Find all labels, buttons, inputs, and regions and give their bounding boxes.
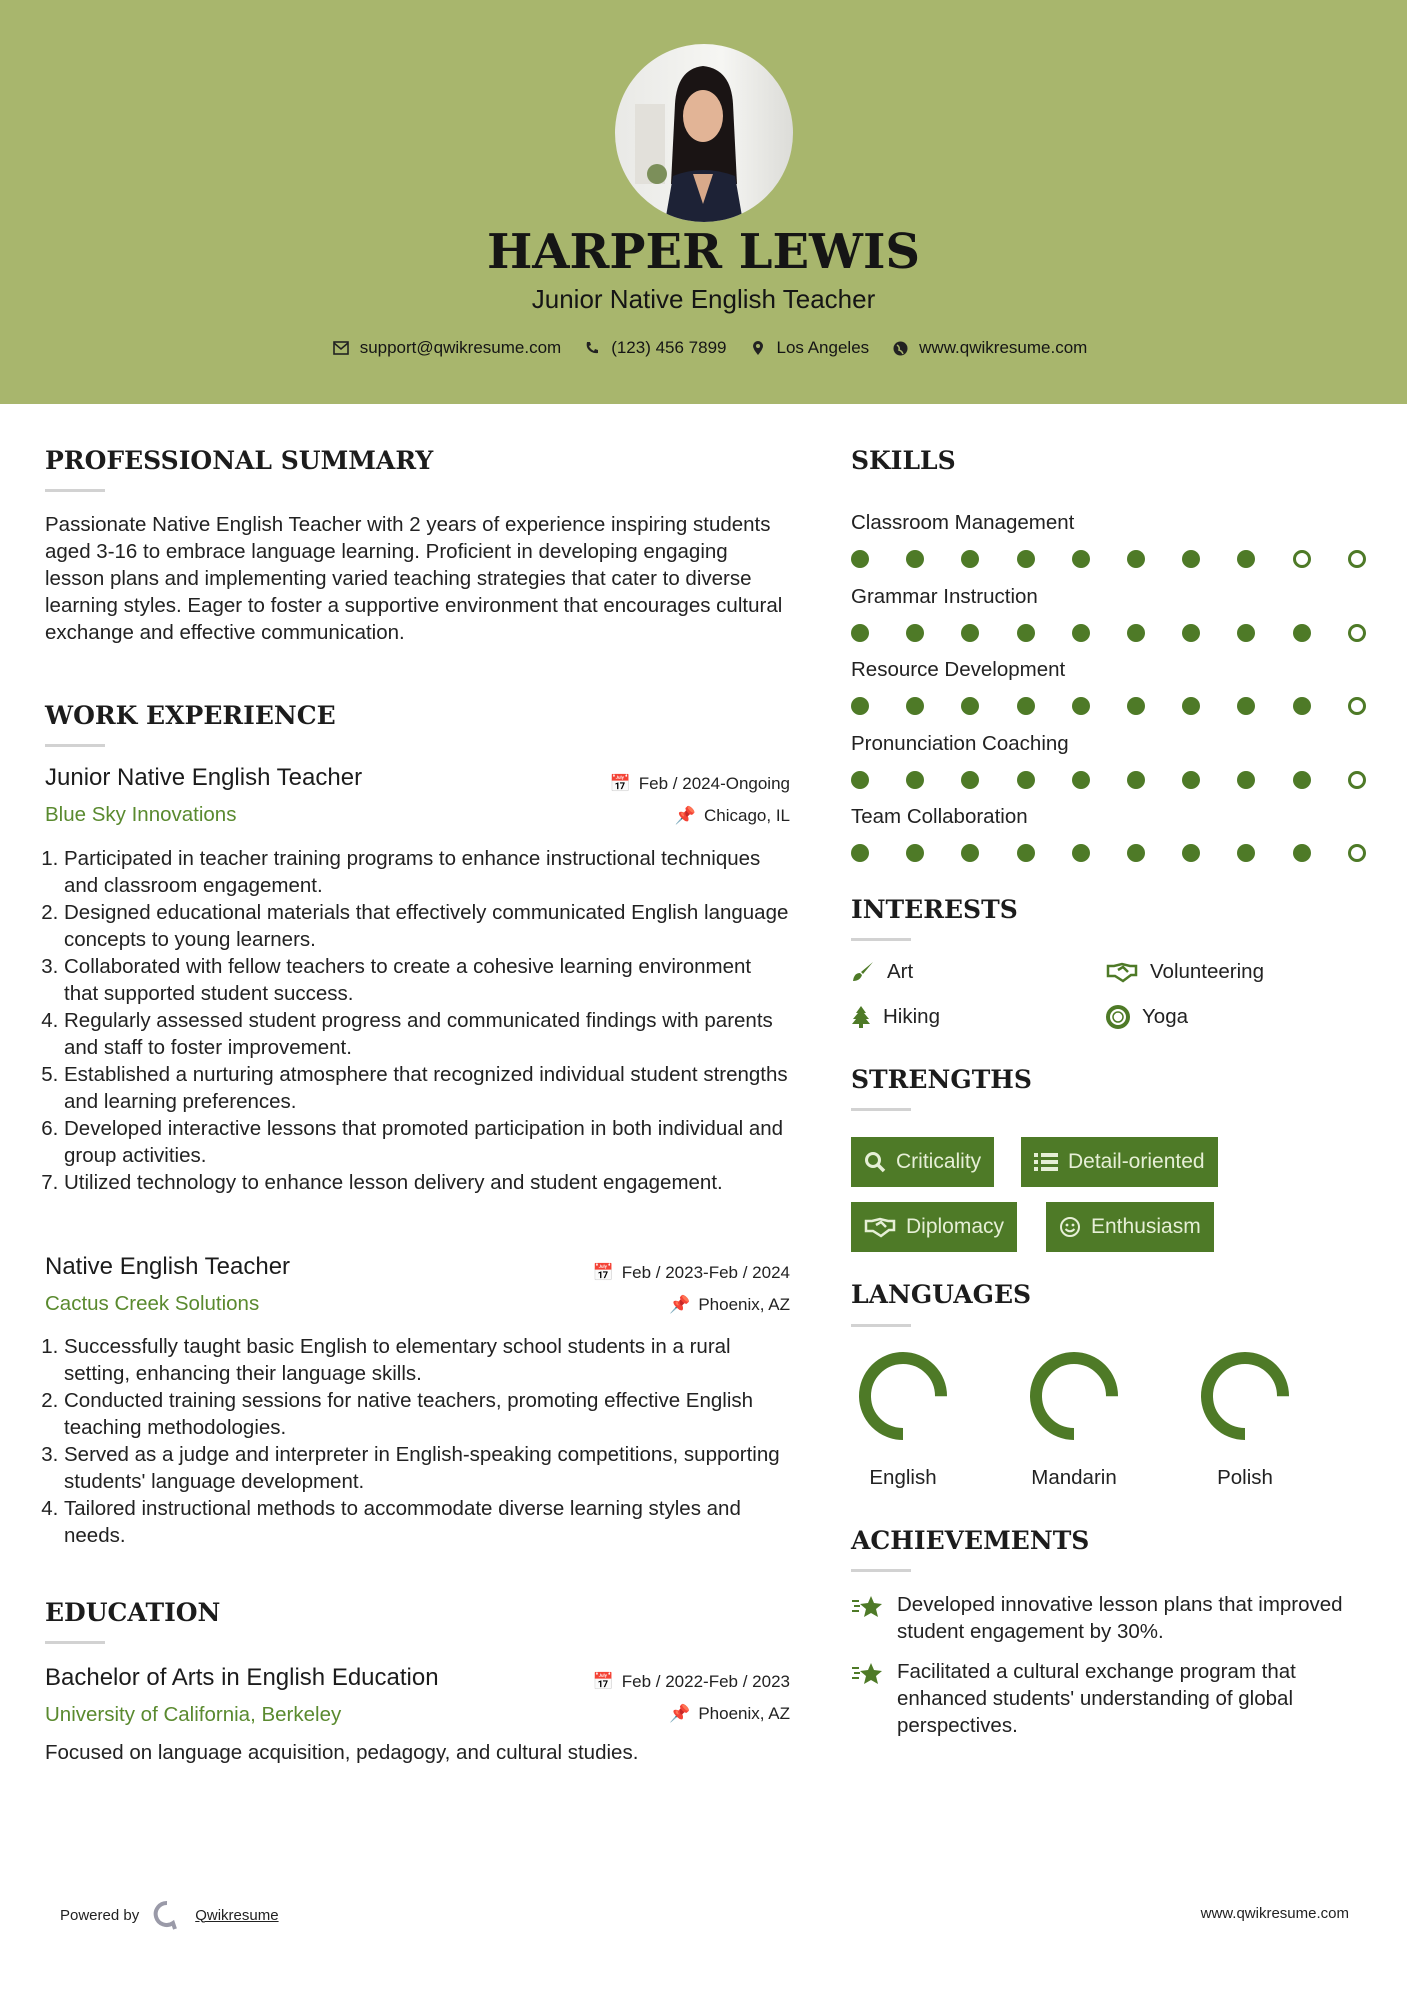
rating-dot-filled: [1293, 771, 1311, 789]
rating-dot-filled: [961, 624, 979, 642]
section-divider: [851, 1324, 911, 1327]
smile-icon: [1059, 1216, 1081, 1238]
skill-rating: [851, 550, 1371, 568]
job-company: Cactus Creek Solutions: [45, 1292, 260, 1315]
skill-name: Grammar Instruction: [851, 584, 1038, 608]
rating-dot-filled: [1293, 624, 1311, 642]
job-bullets: [45, 1333, 790, 1549]
rating-dot-filled: [906, 550, 924, 568]
rating-dot-empty: [1348, 771, 1366, 789]
pushpin-icon: 📌: [669, 1704, 691, 1723]
rating-dot-filled: [1072, 771, 1090, 789]
section-divider: [45, 489, 105, 492]
strength-label: Enthusiasm: [1091, 1215, 1201, 1238]
strength-chip: [851, 1202, 1017, 1252]
skill-rating: [851, 844, 1371, 862]
star-award-icon: [851, 1660, 885, 1688]
job-company: Blue Sky Innovations: [45, 803, 237, 826]
education-date: [593, 1672, 790, 1692]
rating-dot-filled: [961, 550, 979, 568]
powered-by: [60, 1900, 279, 1930]
achievement-item: [851, 1591, 1371, 1645]
rating-dot-filled: [851, 697, 869, 715]
job-location-text: Phoenix, AZ: [698, 1295, 790, 1314]
summary-text: Passionate Native English Teacher with 2 years of experience inspiring students aged 3-16 to embrace language learning. Proficient in developing engaging lesson plans and implementing varied teaching strategies that cater to diverse learning styles. Eager to foster a supportive environment that encourages cultural exchange and effective communication.: [45, 513, 783, 644]
rating-dot-filled: [961, 771, 979, 789]
rating-dot-empty: [1293, 550, 1311, 568]
profile-photo: [615, 44, 793, 222]
rating-dot-filled: [1237, 771, 1255, 789]
strength-label: Detail-oriented: [1068, 1150, 1205, 1173]
rating-dot-filled: [961, 697, 979, 715]
language-ring: [1195, 1346, 1295, 1446]
job-date: [610, 774, 790, 794]
interests-heading: INTERESTS: [851, 895, 1018, 924]
rating-dot-filled: [906, 844, 924, 862]
rating-dot-filled: [1182, 624, 1200, 642]
summary-heading: PROFESSIONAL SUMMARY: [45, 446, 434, 475]
achievements-heading: ACHIEVEMENTS: [851, 1526, 1090, 1555]
job-date-text: Feb / 2023-Feb / 2024: [621, 1263, 790, 1282]
rating-dot-filled: [1293, 844, 1311, 862]
rating-dot-empty: [1348, 697, 1366, 715]
candidate-name: HARPER LEWIS: [486, 224, 921, 280]
calendar-icon: 📅: [592, 1672, 614, 1691]
contact-phone[interactable]: (123) 456 7899: [611, 338, 727, 357]
achievement-item: [851, 1658, 1371, 1739]
handshake-icon: [1106, 961, 1138, 983]
section-divider: [851, 1569, 911, 1572]
school: University of California, Berkeley: [45, 1703, 342, 1726]
skill-name: Pronunciation Coaching: [851, 731, 1069, 755]
skill-name: Resource Development: [851, 658, 1066, 682]
rating-dot-filled: [1017, 624, 1035, 642]
rating-dot-filled: [1237, 697, 1255, 715]
strength-chip: [851, 1137, 994, 1187]
language-ring-arc: [1036, 1358, 1112, 1434]
bullet-item: 2. Designed educational materials that effectively communicated English language concepts to young learners.: [64, 899, 790, 953]
rating-dot-filled: [1237, 624, 1255, 642]
rating-dot-filled: [1182, 771, 1200, 789]
job-location-text: Chicago, IL: [704, 806, 790, 825]
rating-dot-filled: [851, 624, 869, 642]
bullet-item: 3. Collaborated with fellow teachers to create a cohesive learning environment that supported student success.: [64, 953, 790, 1007]
bullet-item: 2. Conducted training sessions for native teachers, promoting effective English teaching methodologies.: [64, 1387, 790, 1441]
skill-rating: [851, 697, 1371, 715]
bullet-item: 7. Utilized technology to enhance lesson delivery and student engagement.: [64, 1169, 790, 1196]
bullet-item: 5. Established a nurturing atmosphere that recognized individual student strengths and learning preferences.: [64, 1061, 790, 1115]
envelope-icon: [332, 339, 350, 357]
lifebuoy-icon: [1106, 1005, 1130, 1029]
rating-dot-filled: [1127, 697, 1145, 715]
interest-label: Volunteering: [1150, 960, 1264, 983]
skills-heading: SKILLS: [851, 446, 956, 475]
job-bullets: [45, 845, 790, 1196]
bullet-item: 4. Tailored instructional methods to accommodate diverse learning styles and needs.: [64, 1495, 790, 1549]
globe-icon: [891, 339, 909, 357]
skill-name: Classroom Management: [851, 511, 1075, 534]
language-ring-arc: [1207, 1358, 1283, 1434]
language-ring: [1024, 1346, 1124, 1446]
languages-heading: LANGUAGES: [851, 1280, 1032, 1309]
star-award-icon: [851, 1593, 885, 1621]
pushpin-icon: 📌: [669, 1295, 691, 1314]
qwikresume-link[interactable]: Qwikresume: [195, 1906, 279, 1924]
rating-dot-empty: [1348, 550, 1366, 568]
job-title: Junior Native English Teacher: [45, 764, 363, 791]
handshake-icon: [864, 1216, 896, 1238]
strength-chip: [1021, 1137, 1218, 1187]
achievement-text: Developed innovative lesson plans that improved student engagement by 30%.: [897, 1593, 1343, 1643]
rating-dot-filled: [1017, 771, 1035, 789]
bullet-item: 1. Successfully taught basic English to elementary school students in a rural setting, enhancing their language skills.: [64, 1333, 790, 1387]
powered-by-label: Powered by: [60, 1906, 140, 1924]
contact-email[interactable]: support@qwikresume.com: [359, 338, 562, 357]
paintbrush-icon: [851, 960, 875, 984]
interest-label: Yoga: [1142, 1005, 1188, 1028]
strength-chip: [1046, 1202, 1214, 1252]
skill-rating: [851, 771, 1371, 789]
bullet-item: 1. Participated in teacher training programs to enhance instructional techniques and classroom engagement.: [64, 845, 790, 899]
skill-name: Team Collaboration: [851, 805, 1028, 829]
map-marker-icon: [749, 339, 767, 357]
qwikresume-logo-icon: [153, 1900, 181, 1930]
list-icon: [1034, 1152, 1058, 1172]
strengths-heading: STRENGTHS: [851, 1065, 1032, 1094]
education-location-text: Phoenix, AZ: [698, 1704, 790, 1723]
skill-rating: [851, 624, 1371, 642]
education-description: Focused on language acquisition, pedagogy, and cultural studies.: [45, 1741, 639, 1764]
interest-item: [851, 1005, 940, 1029]
rating-dot-filled: [1237, 844, 1255, 862]
strength-label: Criticality: [896, 1150, 982, 1173]
section-divider: [45, 1641, 105, 1644]
bullet-item: 6. Developed interactive lessons that promoted participation in both individual and group activities.: [64, 1115, 790, 1169]
rating-dot-filled: [1017, 550, 1035, 568]
resume-header: [0, 0, 1407, 404]
rating-dot-filled: [1182, 844, 1200, 862]
degree: Bachelor of Arts in English Education: [45, 1664, 439, 1691]
rating-dot-filled: [1237, 550, 1255, 568]
language-name: Mandarin: [1031, 1466, 1117, 1489]
experience-heading: WORK EXPERIENCE: [45, 701, 336, 730]
language-name: Polish: [1217, 1466, 1273, 1489]
interest-item: [851, 960, 913, 984]
contact-website[interactable]: www.qwikresume.com: [919, 338, 1088, 357]
rating-dot-filled: [961, 844, 979, 862]
rating-dot-filled: [906, 624, 924, 642]
section-divider: [45, 744, 105, 747]
interest-label: Art: [887, 960, 914, 983]
language-ring-arc: [865, 1358, 941, 1434]
rating-dot-filled: [1127, 771, 1145, 789]
search-icon: [864, 1151, 886, 1173]
rating-dot-filled: [1127, 844, 1145, 862]
interest-item: [1106, 1005, 1188, 1029]
rating-dot-filled: [1017, 697, 1035, 715]
language-name: English: [869, 1466, 937, 1489]
rating-dot-empty: [1348, 624, 1366, 642]
rating-dot-filled: [1127, 550, 1145, 568]
footer-website[interactable]: www.qwikresume.com: [1200, 1905, 1349, 1922]
rating-dot-filled: [906, 697, 924, 715]
job-location: [669, 1295, 790, 1315]
job-title: Native English Teacher: [45, 1253, 291, 1280]
pushpin-icon: 📌: [674, 806, 696, 825]
strength-label: Diplomacy: [906, 1215, 1005, 1238]
achievement-text: Facilitated a cultural exchange program that enhanced students' understanding of global perspectives.: [897, 1660, 1296, 1737]
tree-icon: [851, 1005, 871, 1029]
section-divider: [851, 938, 911, 941]
rating-dot-filled: [851, 844, 869, 862]
rating-dot-filled: [1182, 697, 1200, 715]
interest-item: [1106, 960, 1264, 984]
contact-bar: [0, 338, 1407, 358]
job-location: [675, 806, 790, 826]
rating-dot-filled: [851, 771, 869, 789]
interest-label: Hiking: [883, 1005, 940, 1028]
rating-dot-filled: [1017, 844, 1035, 862]
calendar-icon: 📅: [609, 774, 631, 793]
rating-dot-filled: [1127, 624, 1145, 642]
education-heading: EDUCATION: [45, 1598, 221, 1627]
rating-dot-filled: [1293, 697, 1311, 715]
rating-dot-filled: [906, 771, 924, 789]
section-divider: [851, 1108, 911, 1111]
rating-dot-empty: [1348, 844, 1366, 862]
candidate-title: Junior Native English Teacher: [531, 284, 876, 314]
rating-dot-filled: [851, 550, 869, 568]
rating-dot-filled: [1182, 550, 1200, 568]
contact-location: Los Angeles: [776, 338, 870, 357]
education-location: [669, 1704, 790, 1724]
rating-dot-filled: [1072, 624, 1090, 642]
language-ring: [853, 1346, 953, 1446]
calendar-icon: 📅: [592, 1263, 614, 1282]
rating-dot-filled: [1072, 697, 1090, 715]
job-date-text: Feb / 2024-Ongoing: [638, 774, 790, 793]
bullet-item: 3. Served as a judge and interpreter in English-speaking competitions, supporting students' language development.: [64, 1441, 790, 1495]
job-date: [593, 1263, 790, 1283]
education-date-text: Feb / 2022-Feb / 2023: [621, 1672, 790, 1691]
rating-dot-filled: [1072, 550, 1090, 568]
rating-dot-filled: [1072, 844, 1090, 862]
bullet-item: 4. Regularly assessed student progress and communicated findings with parents and staff to foster improvement.: [64, 1007, 790, 1061]
phone-icon: [583, 339, 601, 357]
